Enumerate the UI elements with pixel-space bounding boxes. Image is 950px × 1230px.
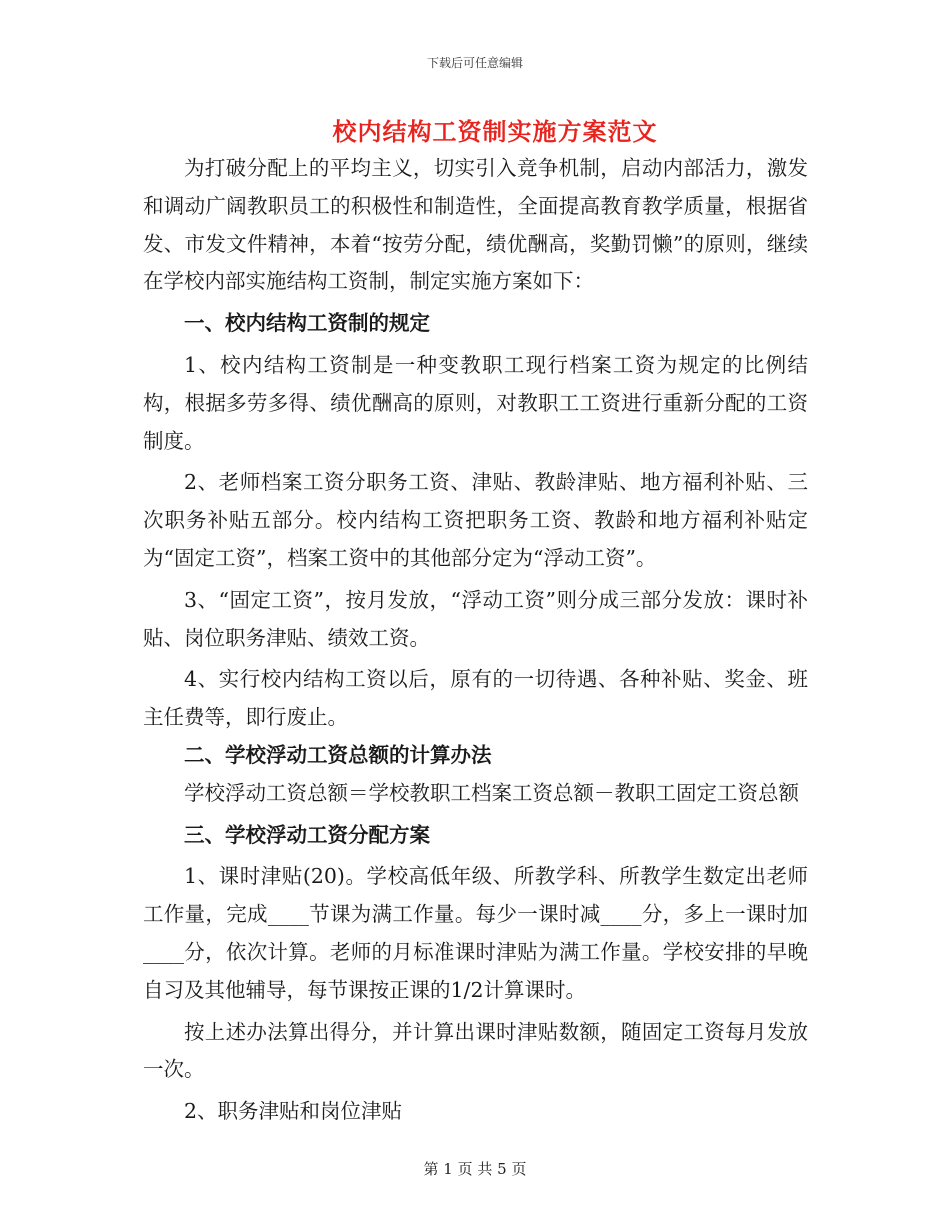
document-title: 校内结构工资制实施方案范文 — [332, 117, 658, 146]
paragraph-2-formula: 学校浮动工资总额＝学校教职工档案工资总额－教职工固定工资总额 — [184, 780, 799, 805]
intro-paragraph: 为打破分配上的平均主义，切实引入竞争机制，启动内部活力，激发和调动广阔教职员工的积极性和制造性，全面提高教育教学质量，根据省发、市发文件精神，本着“按劳分配，绩优酬高，奖勤罚懒”的原则，继续在学校内部实施结构工资制，制定实施方案如下： — [143, 156, 808, 294]
section-heading-3: 三、学校浮动工资分配方案 — [184, 822, 430, 847]
paragraph-1-4: 4、实行校内结构工资以后，原有的一切待遇、各种补贴、奖金、班主任费等，即行废止。 — [143, 667, 808, 730]
section-heading-1: 一、校内结构工资制的规定 — [184, 311, 430, 336]
paragraph-1-2: 2、老师档案工资分职务工资、津贴、教龄津贴、地方福利补贴、三次职务补贴五部分。校内结构工资把职务工资、教龄和地方福利补贴定为“固定工资”，档案工资中的其他部分定为“浮动工资”。 — [143, 470, 808, 570]
page-indicator: 第 1 页 共 5 页 — [423, 1160, 527, 1178]
paragraph-3-1-note: 按上述办法算出得分，并计算出课时津贴数额，随固定工资每月发放一次。 — [143, 1019, 808, 1082]
paragraph-1-3: 3、“固定工资”，按月发放，“浮动工资”则分成三部分发放：课时补贴、岗位职务津贴、绩效工资。 — [143, 587, 808, 650]
document-body — [143, 150, 808, 1131]
header-note: 下载后可任意编辑 — [426, 56, 523, 70]
paragraph-1-1: 1、校内结构工资制是一种变教职工现行档案工资为规定的比例结构，根据多劳多得、绩优酬高的原则，对教职工工资进行重新分配的工资制度。 — [143, 352, 808, 453]
section-heading-2: 二、学校浮动工资总额的计算办法 — [184, 742, 492, 767]
paragraph-3-2: 2、职务津贴和岗位津贴 — [184, 1099, 403, 1124]
paragraph-3-1: 1、课时津贴(20)。学校高低年级、所教学科、所教学生数定出老师工作量，完成____节课为满工作量。每少一课时减____分，多上一课时加____分，依次计算。老师的月标准课时津贴为满工作量。学校安排的早晚自习及其他辅导，每节课按正课的1/2计算课时。 — [143, 864, 808, 1002]
